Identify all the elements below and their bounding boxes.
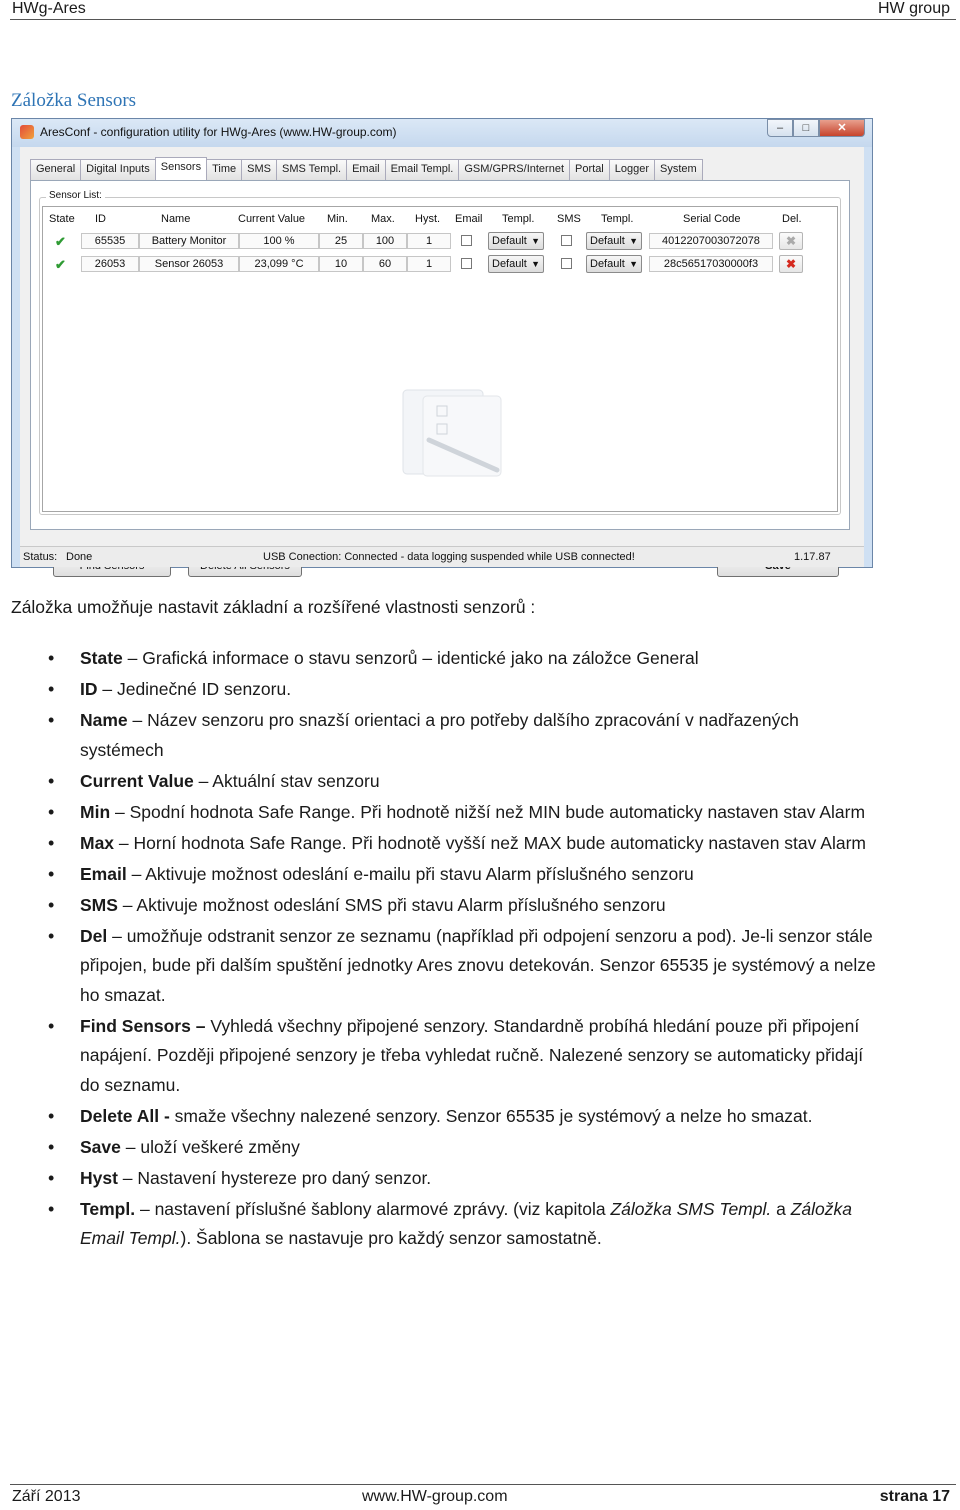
bullet-term: Hyst	[80, 1167, 118, 1188]
close-button[interactable]: ✕	[819, 119, 865, 137]
col-sms-templ: Templ.	[601, 213, 634, 225]
list-item	[48, 1164, 878, 1194]
list-item	[48, 706, 878, 765]
serial-cell: 4012207003072078	[649, 233, 773, 249]
footer-rule	[10, 1484, 956, 1485]
col-sms: SMS	[557, 213, 581, 225]
name-cell[interactable]: Battery Monitor	[139, 233, 239, 249]
chevron-down-icon: ▼	[531, 236, 540, 246]
tab-sms[interactable]: SMS	[241, 159, 277, 180]
sms-checkbox[interactable]	[561, 258, 572, 269]
app-icon	[20, 125, 34, 139]
bullet-text: – uloží veškeré změny	[120, 1136, 300, 1157]
tab-general[interactable]: General	[30, 159, 81, 180]
bullet-italic: Záložka SMS Templ.	[610, 1198, 772, 1219]
clipboard-watermark-icon	[393, 382, 523, 482]
serial-cell: 28c56517030000f3	[649, 256, 773, 272]
tab-gsm[interactable]: GSM/GPRS/Internet	[458, 159, 570, 180]
bullet-term: Delete All -	[80, 1105, 170, 1126]
col-name: Name	[161, 213, 191, 225]
bullet-text: – Horní hodnota Safe Range. Při hodnotě vyšší než MAX bude automaticky nastaven stav Alarm	[114, 832, 866, 853]
header-right: HW group	[877, 0, 950, 17]
app-window	[11, 118, 873, 568]
sms-templ-select[interactable]	[586, 232, 642, 250]
col-id: ID	[95, 213, 106, 225]
list-item	[48, 860, 878, 890]
tab-digital-inputs[interactable]: Digital Inputs	[80, 159, 156, 180]
chevron-down-icon: ▼	[629, 236, 638, 246]
sensor-list-group	[39, 190, 841, 515]
table-row	[43, 231, 837, 253]
min-cell[interactable]: 25	[319, 233, 363, 249]
list-item	[48, 1195, 878, 1254]
list-item	[48, 891, 878, 921]
list-item	[48, 675, 878, 705]
table-row	[43, 254, 837, 276]
sms-templ-value: Default	[590, 258, 625, 270]
bullet-term: Templ.	[80, 1198, 136, 1219]
value-cell: 100 %	[239, 233, 319, 249]
title-bar	[12, 119, 872, 147]
list-item	[48, 922, 878, 1011]
sms-checkbox[interactable]	[561, 235, 572, 246]
status-label: Status:	[23, 551, 58, 563]
bullet-term: Name	[80, 710, 128, 730]
col-email: Email	[455, 213, 483, 225]
email-templ-value: Default	[492, 235, 527, 247]
list-item	[48, 1012, 878, 1101]
tab-time[interactable]: Time	[206, 159, 242, 180]
list-item	[48, 767, 878, 797]
list-item	[48, 1133, 878, 1163]
bullet-term: State	[80, 648, 123, 668]
footer-url: www.HW-group.com	[362, 1488, 508, 1505]
list-item	[48, 644, 878, 674]
bullet-text: – Aktuální stav senzoru	[193, 770, 380, 791]
tab-email-templ[interactable]: Email Templ.	[385, 159, 460, 180]
bullet-italic: Záložka Email Templ.	[80, 1198, 852, 1248]
header-rule	[10, 19, 956, 20]
bullet-text: ). Šablona se nastavuje pro každý senzor samostatně.	[180, 1228, 602, 1248]
state-ok-icon: ✔	[55, 257, 66, 272]
hyst-cell[interactable]: 1	[407, 256, 451, 272]
window-title: AresConf - configuration utility for HWg-Ares (www.HW-group.com)	[40, 125, 397, 139]
col-hyst: Hyst.	[415, 213, 441, 225]
delete-button[interactable]: ✖	[779, 255, 803, 273]
bullet-text: – Název senzoru pro snazší orientaci a pro potřeby dalšího zpracování v nadřazených systémech	[80, 710, 799, 760]
tab-system[interactable]: System	[654, 159, 703, 180]
tab-email[interactable]: Email	[346, 159, 386, 180]
bullet-text: – Grafická informace o stavu senzorů – identické jako na záložce General	[122, 648, 699, 668]
page-number: strana 17	[879, 1488, 950, 1505]
section-title: Záložka Sensors	[11, 90, 137, 111]
col-state: State	[49, 213, 75, 225]
id-cell: 65535	[81, 233, 139, 249]
max-cell[interactable]: 100	[363, 233, 407, 249]
bullet-term: Save	[80, 1136, 121, 1157]
maximize-button[interactable]: □	[793, 119, 819, 137]
usb-status: USB Conection: Connected - data logging suspended while USB connected!	[263, 551, 635, 563]
col-del: Del.	[782, 213, 802, 225]
bullet-term: Current Value	[80, 770, 194, 791]
col-serial: Serial Code	[683, 213, 741, 225]
email-checkbox[interactable]	[461, 235, 472, 246]
col-current-value: Current Value	[238, 213, 306, 225]
sms-templ-value: Default	[590, 235, 625, 247]
bullet-text: – Jedinečné ID senzoru.	[97, 679, 292, 699]
min-cell[interactable]: 10	[319, 256, 363, 272]
bullet-term: Email	[80, 863, 127, 884]
tab-sensors[interactable]: Sensors	[155, 157, 207, 180]
list-item	[48, 829, 878, 859]
bullet-text: – Aktivuje možnost odeslání SMS při stavu Alarm příslušného senzoru	[117, 894, 666, 915]
chevron-down-icon: ▼	[531, 259, 540, 269]
delete-icon: ✖	[779, 232, 803, 250]
name-cell[interactable]: Sensor 26053	[139, 256, 239, 272]
col-min: Min.	[327, 213, 348, 225]
chevron-down-icon: ▼	[629, 259, 638, 269]
bullet-term: Find Sensors –	[80, 1015, 206, 1036]
page-header	[12, 0, 950, 20]
tab-sms-templ[interactable]: SMS Templ.	[276, 159, 347, 180]
bullet-text: smaže všechny nalezené senzory. Senzor 65535 je systémový a nelze ho smazat.	[169, 1105, 813, 1126]
list-item	[48, 1102, 878, 1132]
email-templ-select[interactable]	[488, 255, 544, 273]
page-footer	[12, 1488, 950, 1508]
hyst-cell[interactable]: 1	[407, 233, 451, 249]
bullet-text: Vyhledá všechny připojené senzory. Standardně probíhá hledání pouze při připojení napájení. Později připojené senzory je třeba vyhledat ručně. Nalezené senzory se automaticky přidají do seznamu.	[80, 1015, 864, 1095]
bullet-text: – Aktivuje možnost odeslání e-mailu při stavu Alarm příslušného senzoru	[126, 863, 694, 884]
bullet-text: – Nastavení hystereze pro daný senzor.	[117, 1167, 432, 1188]
email-checkbox[interactable]	[461, 258, 472, 269]
footer-date: Září 2013	[12, 1488, 81, 1505]
sms-templ-select[interactable]	[586, 255, 642, 273]
bullet-text: – umožňuje odstranit senzor ze seznamu (například při odpojení senzoru a pod). Je-li senzor stále připojen, bude při dalším spuštění jednotky Ares znovu detekován. Senzor 65535 je systémový a nelze ho smazat.	[80, 925, 876, 1005]
tab-strip	[30, 159, 702, 179]
header-left: HWg-Ares	[12, 0, 86, 17]
minimize-button[interactable]: –	[767, 119, 793, 137]
max-cell[interactable]: 60	[363, 256, 407, 272]
list-item	[48, 798, 878, 828]
sensor-table	[42, 206, 838, 512]
bullet-term: Min	[80, 801, 111, 822]
value-cell: 23,099 °C	[239, 256, 319, 272]
bullet-term: Del	[80, 925, 108, 946]
bullet-list	[48, 644, 878, 1255]
status-value: Done	[66, 551, 93, 563]
bullet-text: – nastavení příslušné šablony alarmové zprávy. (viz kapitola	[135, 1198, 611, 1219]
bullet-text: – Spodní hodnota Safe Range. Při hodnotě nižší než MIN bude automaticky nastaven stav Alarm	[110, 801, 866, 822]
state-ok-icon: ✔	[55, 234, 66, 249]
sensor-list-label: Sensor List:	[46, 190, 105, 201]
id-cell: 26053	[81, 256, 139, 272]
intro-text: Záložka umožňuje nastavit základní a rozšířené vlastnosti senzorů :	[11, 597, 536, 617]
tab-portal[interactable]: Portal	[569, 159, 610, 180]
bullet-term: ID	[80, 679, 98, 699]
sensors-panel	[30, 180, 850, 530]
version-label: 1.17.87	[794, 551, 831, 563]
status-bar	[20, 546, 864, 567]
email-templ-select[interactable]	[488, 232, 544, 250]
bullet-text: a	[771, 1198, 791, 1219]
tab-logger[interactable]: Logger	[609, 159, 655, 180]
email-templ-value: Default	[492, 258, 527, 270]
window-client	[20, 147, 864, 567]
col-email-templ: Templ.	[502, 213, 535, 225]
bullet-term: Max	[80, 832, 115, 853]
bullet-term: SMS	[80, 894, 118, 915]
col-max: Max.	[371, 213, 395, 225]
